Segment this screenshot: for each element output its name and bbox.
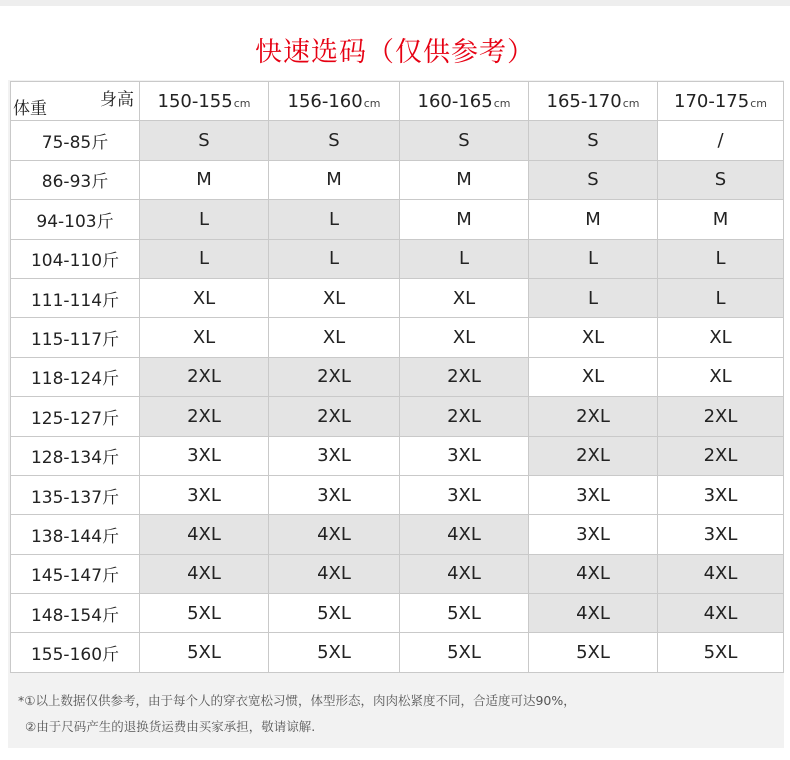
size-cell: M: [269, 160, 400, 199]
size-cell: 4XL: [269, 554, 400, 593]
size-cell: XL: [140, 318, 269, 357]
header-row: [11, 82, 784, 121]
weight-range-cell: 125-127斤: [11, 397, 140, 436]
height-unit: cm: [622, 96, 640, 110]
size-cell: 4XL: [140, 554, 269, 593]
size-cell: /: [658, 121, 784, 160]
size-cell: L: [529, 278, 658, 317]
table-row: [11, 278, 784, 317]
size-cell: S: [658, 160, 784, 199]
size-cell: S: [529, 121, 658, 160]
size-cell: S: [140, 121, 269, 160]
height-unit: cm: [363, 96, 381, 110]
page-title: 快速选码（仅供参考）: [255, 37, 535, 68]
size-cell: M: [658, 200, 784, 239]
table-row: [11, 397, 784, 436]
size-cell: 3XL: [140, 475, 269, 514]
size-cell: 3XL: [400, 436, 529, 475]
size-cell: 4XL: [269, 515, 400, 554]
size-cell: 4XL: [140, 515, 269, 554]
height-column-header: [658, 82, 784, 121]
weight-range-cell: 111-114斤: [11, 278, 140, 317]
weight-range-cell: 155-160斤: [11, 633, 140, 672]
size-cell: L: [269, 239, 400, 278]
size-cell: S: [269, 121, 400, 160]
size-cell: M: [529, 200, 658, 239]
size-cell: 4XL: [400, 515, 529, 554]
size-cell: XL: [269, 318, 400, 357]
size-cell: 4XL: [529, 554, 658, 593]
size-cell: L: [400, 239, 529, 278]
size-cell: 2XL: [140, 357, 269, 396]
size-cell: 3XL: [529, 475, 658, 514]
size-cell: 3XL: [529, 515, 658, 554]
weight-range-cell: 118-124斤: [11, 357, 140, 396]
size-cell: M: [140, 160, 269, 199]
height-axis-label: 身高: [100, 90, 134, 111]
size-cell: 2XL: [529, 397, 658, 436]
size-cell: XL: [529, 357, 658, 396]
table-row: [11, 633, 784, 672]
height-column-header: [269, 82, 400, 121]
weight-range-cell: 135-137斤: [11, 475, 140, 514]
size-cell: S: [400, 121, 529, 160]
table-row: [11, 515, 784, 554]
size-cell: 2XL: [269, 397, 400, 436]
size-cell: 3XL: [140, 436, 269, 475]
height-column-header: [140, 82, 269, 121]
height-column-header: [400, 82, 529, 121]
weight-range-cell: 115-117斤: [11, 318, 140, 357]
header-corner-cell: [11, 82, 140, 121]
size-cell: 3XL: [269, 475, 400, 514]
size-cell: XL: [658, 357, 784, 396]
table-row: [11, 594, 784, 633]
table-row: [11, 121, 784, 160]
size-cell: S: [529, 160, 658, 199]
size-cell: 5XL: [269, 594, 400, 633]
size-cell: L: [658, 278, 784, 317]
size-cell: 4XL: [658, 594, 784, 633]
height-range: 160-165: [417, 90, 493, 112]
weight-range-cell: 75-85斤: [11, 121, 140, 160]
weight-axis-label: 体重: [13, 99, 47, 120]
size-cell: 3XL: [400, 475, 529, 514]
table-row: [11, 200, 784, 239]
table-row: [11, 554, 784, 593]
size-cell: XL: [269, 278, 400, 317]
size-cell: L: [529, 239, 658, 278]
size-table-body: [11, 121, 784, 672]
size-cell: 3XL: [658, 475, 784, 514]
size-cell: 3XL: [658, 515, 784, 554]
size-cell: M: [400, 200, 529, 239]
size-cell: XL: [400, 318, 529, 357]
size-cell: 4XL: [658, 554, 784, 593]
size-cell: L: [140, 239, 269, 278]
table-row: [11, 475, 784, 514]
weight-range-cell: 148-154斤: [11, 594, 140, 633]
size-cell: 5XL: [400, 594, 529, 633]
notes-block: [18, 688, 778, 740]
weight-range-cell: 104-110斤: [11, 239, 140, 278]
height-range: 165-170: [546, 90, 622, 112]
size-cell: 3XL: [269, 436, 400, 475]
weight-range-cell: 138-144斤: [11, 515, 140, 554]
table-row: [11, 239, 784, 278]
size-chart-table: [10, 81, 784, 673]
height-range: 156-160: [287, 90, 363, 112]
size-cell: 5XL: [140, 594, 269, 633]
weight-range-cell: 128-134斤: [11, 436, 140, 475]
table-row: [11, 436, 784, 475]
size-cell: XL: [529, 318, 658, 357]
height-range: 150-155: [157, 90, 233, 112]
weight-range-cell: 94-103斤: [11, 200, 140, 239]
note-line: ②由于尺码产生的退换货运费由买家承担，敬请谅解.: [25, 719, 316, 734]
size-cell: L: [140, 200, 269, 239]
size-cell: 5XL: [140, 633, 269, 672]
height-column-header: [529, 82, 658, 121]
size-cell: 2XL: [400, 357, 529, 396]
size-cell: M: [400, 160, 529, 199]
size-cell: XL: [400, 278, 529, 317]
size-cell: 2XL: [140, 397, 269, 436]
size-cell: XL: [658, 318, 784, 357]
size-cell: 5XL: [269, 633, 400, 672]
size-cell: 2XL: [400, 397, 529, 436]
top-divider-strip: [0, 0, 790, 6]
size-cell: 5XL: [658, 633, 784, 672]
size-cell: 2XL: [658, 397, 784, 436]
size-cell: 5XL: [400, 633, 529, 672]
height-unit: cm: [750, 96, 767, 110]
table-row: [11, 160, 784, 199]
size-cell: 5XL: [529, 633, 658, 672]
weight-range-cell: 86-93斤: [11, 160, 140, 199]
size-cell: 4XL: [529, 594, 658, 633]
size-cell: L: [269, 200, 400, 239]
height-unit: cm: [493, 96, 511, 110]
size-cell: XL: [140, 278, 269, 317]
weight-range-cell: 145-147斤: [11, 554, 140, 593]
height-unit: cm: [233, 96, 251, 110]
size-cell: 2XL: [529, 436, 658, 475]
note-line: *①以上数据仅供参考，由于每个人的穿衣宽松习惯，体型形态，肉肉松紧度不同，合适度可达90%，: [18, 693, 576, 708]
size-cell: 2XL: [658, 436, 784, 475]
size-cell: 4XL: [400, 554, 529, 593]
table-row: [11, 357, 784, 396]
table-row: [11, 318, 784, 357]
height-range: 170-175: [674, 90, 750, 112]
size-cell: L: [658, 239, 784, 278]
size-cell: 2XL: [269, 357, 400, 396]
